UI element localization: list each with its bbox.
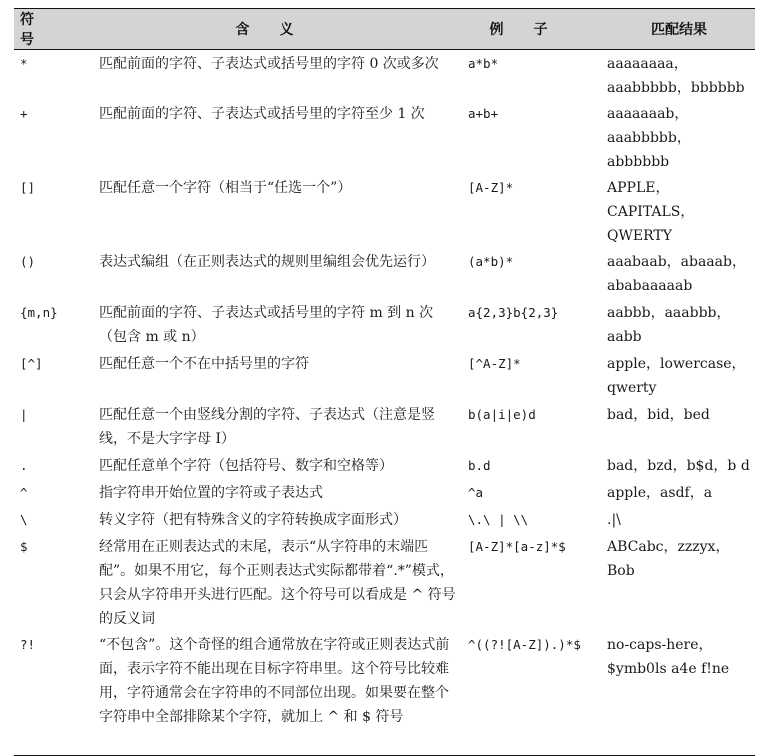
table-row xyxy=(14,299,755,350)
result-cell: no-caps-here，$ymb0ls a4e f!ne xyxy=(603,631,755,755)
result-cell: apple，asdf，a xyxy=(607,485,713,501)
symbol-cell: | xyxy=(20,407,28,422)
symbol-cell: + xyxy=(20,106,28,121)
meaning-cell: 匹配任意一个字符（相当于“任选一个”） xyxy=(99,180,352,196)
header-example: 例子 xyxy=(464,9,603,50)
example-cell: [A-Z]* xyxy=(468,180,514,195)
result-cell: aaaaaaaa，aaabbbbb，bbbbbb xyxy=(607,56,745,96)
symbol-cell: ^ xyxy=(20,485,28,500)
meaning-cell: 匹配任意一个由竖线分割的字符、子表达式（注意是竖线，不是大字字母 I） xyxy=(99,407,435,447)
symbol-cell: [] xyxy=(20,180,36,195)
meaning-cell: 指字符串开始位置的字符或子表达式 xyxy=(99,485,323,501)
result-cell: bad，bid，bed xyxy=(607,407,710,423)
example-cell: a*b* xyxy=(468,56,499,71)
result-cell: aaaaaaab，aaabbbbb，abbbbbb xyxy=(607,106,691,170)
example-cell: a{2,3}b{2,3} xyxy=(468,305,559,320)
table-row xyxy=(14,100,755,174)
meaning-cell: 匹配前面的字符、子表达式或括号里的字符 m 到 n 次（包含 m 或 n） xyxy=(99,305,434,345)
symbol-cell: $ xyxy=(20,539,28,554)
meaning-cell: 表达式编组（在正则表达式的规则里编组会优先运行） xyxy=(99,254,435,270)
header-meaning: 含义 xyxy=(95,9,464,50)
meaning-cell: 匹配前面的字符、子表达式或括号里的字符 0 次或多次 xyxy=(99,56,439,72)
meaning-cell: 匹配任意单个字符（包括符号、数字和空格等） xyxy=(99,458,393,474)
symbol-cell: \ xyxy=(20,512,28,527)
table-header-row xyxy=(14,9,755,50)
example-cell: (a*b)* xyxy=(468,254,514,269)
symbol-cell: {m,n} xyxy=(20,305,58,320)
example-cell: [^A-Z]* xyxy=(468,356,521,371)
meaning-cell: 经常用在正则表达式的末尾，表示“从字符串的末端匹配”。如果不用它，每个正则表达式实际都带着“.*”模式，只会从字符串开头进行匹配。这个符号可以看成是 ^ 符号的反义词 xyxy=(99,539,456,627)
table-row xyxy=(14,506,755,533)
table-row xyxy=(14,631,755,755)
example-cell: ^((?![A-Z]).)*$ xyxy=(464,631,603,755)
header-symbol: 符号 xyxy=(14,9,95,50)
table-row xyxy=(14,50,755,101)
meaning-cell: 匹配任意一个不在中括号里的字符 xyxy=(99,356,309,372)
example-cell: [A-Z]*[a-z]*$ xyxy=(468,539,566,554)
result-cell: aabbb，aaabbb，aabb xyxy=(607,305,731,345)
example-cell: ^a xyxy=(468,485,484,500)
example-cell: a+b+ xyxy=(468,106,499,121)
meaning-cell: 匹配前面的字符、子表达式或括号里的字符至少 1 次 xyxy=(99,106,425,122)
header-result: 匹配结果 xyxy=(603,9,755,50)
meaning-cell: 转义字符（把有特殊含义的字符转换成字面形式） xyxy=(99,512,407,528)
table-row xyxy=(14,452,755,479)
symbol-cell: . xyxy=(20,458,28,473)
regex-symbol-table xyxy=(14,8,755,756)
result-cell: .|\ xyxy=(607,512,621,528)
result-cell: ABCabc，zzzyx，Bob xyxy=(607,539,730,579)
symbol-cell: () xyxy=(20,254,36,269)
symbol-cell: [^] xyxy=(20,356,43,371)
symbol-cell: * xyxy=(20,56,28,71)
meaning-cell: “不包含”。这个奇怪的组合通常放在字符或正则表达式前面，表示字符不能出现在目标字符串里。这个符号比较难用，字符通常会在字符串的不同部位出现。如果要在整个字符串中全部排除某个字符，就加上 ^ 和 $ 符号 xyxy=(95,631,464,755)
result-cell: APPLE，CAPITALS，QWERTY xyxy=(607,180,695,244)
table-row xyxy=(14,479,755,506)
result-cell: apple，lowercase，qwerty xyxy=(607,356,746,396)
table-row xyxy=(14,401,755,452)
table-row xyxy=(14,248,755,299)
result-cell: aaabaab，abaaab，ababaaaaab xyxy=(607,254,746,294)
table-row xyxy=(14,533,755,631)
result-cell: bad，bzd，b$d，b d xyxy=(607,458,750,474)
example-cell: b.d xyxy=(468,458,491,473)
symbol-cell: ?! xyxy=(14,631,95,755)
example-cell: b(a|i|e)d xyxy=(468,407,536,422)
example-cell: \.\ | \\ xyxy=(468,512,529,527)
table-row xyxy=(14,174,755,248)
table-row xyxy=(14,350,755,401)
